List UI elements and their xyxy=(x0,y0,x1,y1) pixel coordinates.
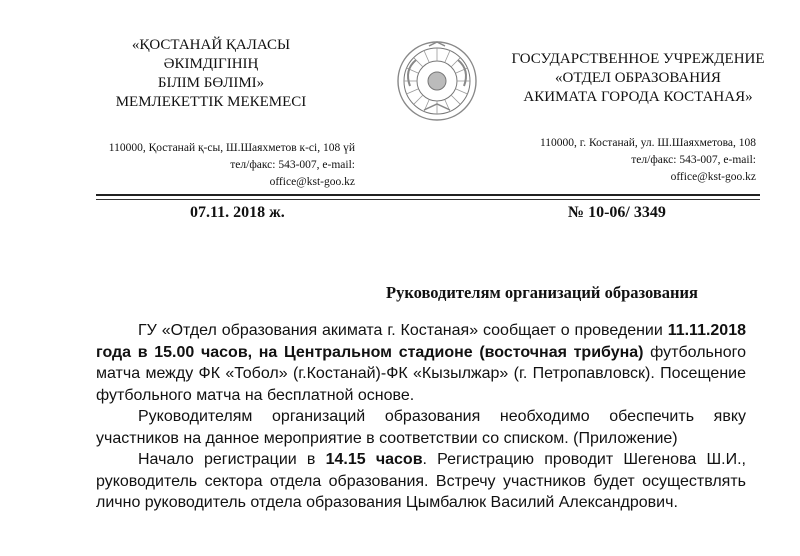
paragraph-1-text-a: ГУ «Отдел образования акимата г. Костаная» сообщает о проведении xyxy=(138,322,668,339)
letter-body xyxy=(96,320,746,514)
paragraph-3-text-a: Начало регистрации в xyxy=(138,451,326,468)
paragraph-2: Руководителям организаций образования необходимо обеспечить явку участников на данное мероприятие в соответствии со списком. (Приложение) xyxy=(96,408,746,447)
header-ru xyxy=(498,50,778,107)
paragraph-3-bold: 14.15 часов xyxy=(325,451,423,468)
paragraph-1 xyxy=(96,320,746,406)
header-kz-line1: «ҚОСТАНАЙ ҚАЛАСЫ ӘКІМДІГІНІҢ xyxy=(131,37,291,72)
addressee-line: Руководителям организаций образования xyxy=(386,283,698,302)
state-emblem-icon xyxy=(396,40,478,122)
paragraph-1-text-b: футбольного матча между ФК «Тобол» (г.Костанай)-ФК «Кызылжар» (г. Петропавловск). Посещение футбольного матча на бесплатной основе. xyxy=(96,343,746,404)
header-divider-thin xyxy=(96,199,760,200)
header-divider-thick xyxy=(96,194,760,196)
address-kz-email: office@kst-goo.kz xyxy=(269,176,355,188)
header-ru-line1: ГОСУДАРСТВЕННОЕ УЧРЕЖДЕНИЕ xyxy=(511,51,765,67)
header-kz-line3: МЕМЛЕКЕТТІК МЕКЕМЕСІ xyxy=(115,94,307,110)
document-date: 07.11. 2018 ж. xyxy=(190,204,285,221)
header-kz-line2: БІЛІМ БӨЛІМІ» xyxy=(157,75,265,91)
address-kz-line1: 110000, Қостанай қ-сы, Ш.Шаяхметов к-сі, 108 үй xyxy=(108,142,355,154)
paragraph-3 xyxy=(96,449,746,514)
paragraph-3-text-b: . Регистрацию проводит Шегенова Ш.И., руководитель сектора отдела образования. Встречу участников будет осуществлять лично руководитель отдела образования Цымбалюк Василий Александрович. xyxy=(96,451,746,511)
paragraph-1-bold: 11.11.2018 года в 15.00 часов, на Центральном стадионе (восточная трибуна) xyxy=(96,322,746,361)
address-ru-line1: 110000, г. Костанай, ул. Ш.Шаяхметова, 108 xyxy=(539,137,756,149)
address-kz xyxy=(97,140,355,191)
header-ru-line2: «ОТДЕЛ ОБРАЗОВАНИЯ xyxy=(555,70,721,86)
header-kz xyxy=(92,36,330,112)
address-kz-line2: тел/факс: 543-007, e-mail: xyxy=(230,159,355,171)
address-ru-email: office@kst-goo.kz xyxy=(670,171,756,183)
address-ru xyxy=(520,135,756,186)
header-ru-line3: АКИМАТА ГОРОДА КОСТАНАЯ» xyxy=(523,89,753,105)
address-ru-line2: тел/факс: 543-007, e-mail: xyxy=(631,154,756,166)
document-number: № 10-06/ 3349 xyxy=(568,204,666,221)
